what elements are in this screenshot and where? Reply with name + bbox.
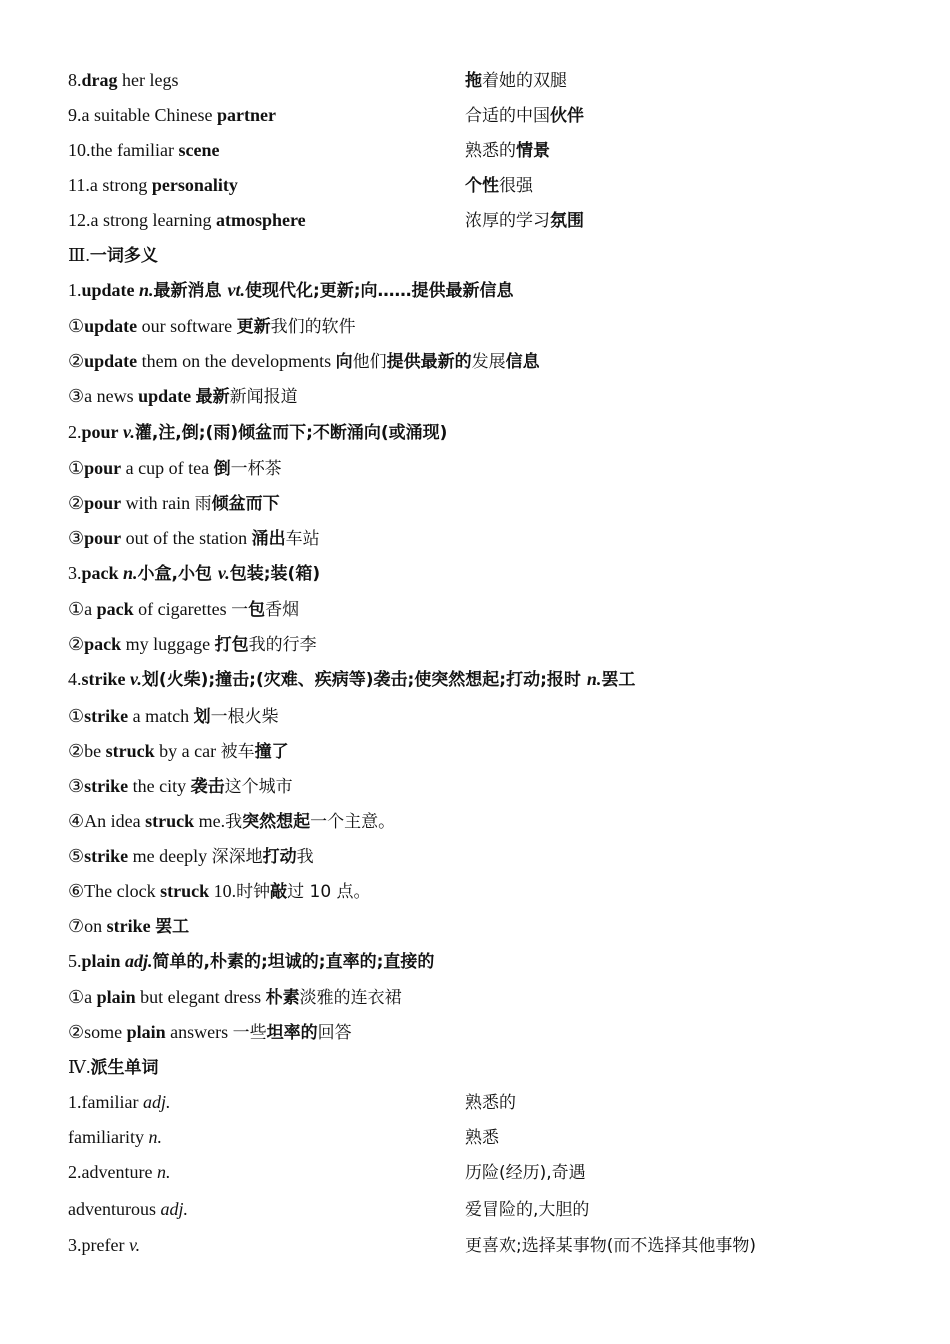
example-row: ⑤strike me deeply 深深地打动我 [68,846,314,867]
example-row: ②some plain answers 一些坦率的回答 [68,1022,352,1043]
example-row: ⑥The clock struck 10.时钟敲过 10 点。 [68,881,371,902]
derivative-row: familiarity n. 熟悉 [68,1127,499,1148]
entry-heading: 4.strike v.划(火柴);撞击;(灾难、疾病等)袭击;使突然想起;打动;报时 n.罢工 [68,669,636,690]
example-row: ②be struck by a car 被车撞了 [68,741,289,762]
derivative-row: adventurous adj. 爱冒险的,大胆的 [68,1199,590,1220]
example-row: ②pour with rain 雨倾盆而下 [68,493,280,514]
derivative-row: 3.prefer v. 更喜欢;选择某事物(而不选择其他事物) [68,1235,756,1256]
entry-heading: 3.pack n.小盒,小包 v.包装;装(箱) [68,563,321,584]
vocab-row: 9.a suitable Chinese partner 合适的中国伙伴 [68,105,584,126]
example-row: ①a plain but elegant dress 朴素淡雅的连衣裙 [68,987,402,1008]
vocab-row: 8.drag her legs 拖着她的双腿 [68,70,567,91]
section-heading: Ⅳ.派生单词 [68,1057,159,1078]
example-row: ①pour a cup of tea 倒一杯茶 [68,458,282,479]
example-row: ②update them on the developments 向他们提供最新的发展信息 [68,351,540,372]
vocab-row: 11.a strong personality 个性很强 [68,175,533,196]
example-row: ④An idea struck me.我突然想起一个主意。 [68,811,396,832]
example-row: ①update our software 更新我们的软件 [68,316,356,337]
example-row: ⑦on strike 罢工 [68,916,190,937]
example-row: ①strike a match 划一根火柴 [68,706,279,727]
derivative-row: 2.adventure n. 历险(经历),奇遇 [68,1162,586,1183]
entry-heading: 2.pour v.灌,注,倒;(雨)倾盆而下;不断涌向(或涌现) [68,422,448,443]
example-row: ③strike the city 袭击这个城市 [68,776,293,797]
section-heading: Ⅲ.一词多义 [68,245,158,266]
example-row: ③pour out of the station 涌出车站 [68,528,320,549]
vocab-row: 12.a strong learning atmosphere 浓厚的学习氛围 [68,210,584,231]
vocab-row: 10.the familiar scene 熟悉的情景 [68,140,550,161]
example-row: ①a pack of cigarettes 一包香烟 [68,599,300,620]
derivative-row: 1.familiar adj. 熟悉的 [68,1092,516,1113]
example-row: ②pack my luggage 打包我的行李 [68,634,317,655]
entry-heading: 5.plain adj.简单的,朴素的;坦诚的;直率的;直接的 [68,951,435,972]
entry-heading: 1.update n.最新消息 vt.使现代化;更新;向……提供最新信息 [68,280,514,301]
example-row: ③a news update 最新新闻报道 [68,386,298,407]
